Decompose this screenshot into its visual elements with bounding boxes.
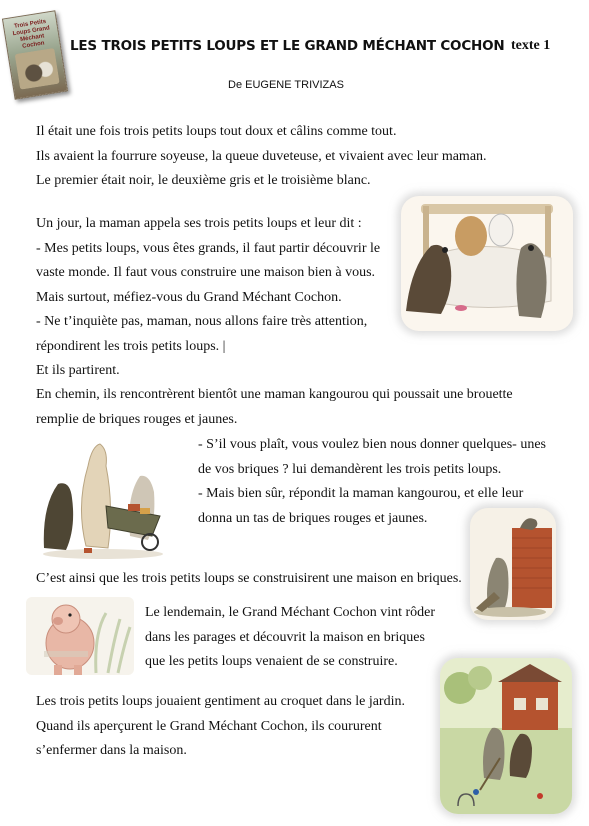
text-line: Les trois petits loups jouaient gentiment au croquet dans le jardin. [36,694,405,709]
illustration-pig [24,593,136,679]
paragraph-3 [36,383,513,432]
paragraph-6 [145,601,435,675]
text-line: - Ne t’inquiète pas, maman, nous allons faire très attention, [36,314,368,329]
text-line: Le lendemain, le Grand Méchant Cochon vint rôder [145,605,436,620]
text-line: Et ils partirent. [36,363,120,378]
text-line: - Mes petits loups, vous êtes grands, il faut partir découvrir le [36,240,381,256]
paragraph-1 [36,120,487,194]
text-line: Quand ils aperçurent le Grand Méchant Cochon, ils coururent [36,718,382,734]
text-line: remplie de briques rouges et jaunes. [36,411,238,427]
text-line: Ils avaient la fourrure soyeuse, la queue duveteuse, et vivaient avec leur maman. [36,148,487,164]
text-line: Un jour, la maman appela ses trois petits loups et leur dit : [36,216,362,231]
illustration-wolves-bed [401,196,573,331]
page-title: LES TROIS PETITS LOUPS ET LE GRAND MÉCHANT COCHON [70,38,505,54]
text-line: donna un tas de briques rouges et jaunes. [198,510,428,526]
paragraph-7 [36,690,405,764]
text-line: Le premier était noir, le deuxième gris et le troisième blanc. [36,173,371,188]
text-line: - S’il vous plaît, vous voulez bien nous donner quelques- unes [198,437,547,452]
author-line: De EUGENE TRIVIZAS [228,79,344,91]
paragraph-5 [36,567,462,592]
text-line: que les petits loups venaient de se construire. [145,654,398,669]
text-line: de vos briques ? lui demandèrent les trois petits loups. [198,461,502,477]
illustration-building-house [470,508,556,620]
text-line: - Mais bien sûr, répondit la maman kangourou, et elle leur [198,486,524,501]
text-line: dans les parages et découvrit la maison en briques [145,629,425,645]
text-line: répondirent les trois petits loups. | [36,338,226,354]
paragraph-2 [36,212,380,384]
text-line: C’est ainsi que les trois petits loups se construisirent une maison en briques. [36,571,462,586]
book-cover-image [2,10,68,99]
cover-art [15,48,60,90]
text-number: texte 1 [511,38,551,53]
illustration-croquet-garden [440,658,572,814]
text-line: En chemin, ils rencontrèrent bientôt une maman kangourou qui poussait une brouette [36,387,513,402]
illustration-kangaroo-wheelbarrow [36,436,170,560]
text-line: vaste monde. Il faut vous construire une maison bien à vous. [36,265,376,280]
text-line: Il était une fois trois petits loups tout doux et câlins comme tout. [36,124,397,139]
text-line: Mais surtout, méfiez-vous du Grand Méchant Cochon. [36,289,342,305]
cover-title: Trois Petits Loups Grand Méchant Cochon [12,18,51,50]
text-line: s’enfermer dans la maison. [36,743,187,758]
